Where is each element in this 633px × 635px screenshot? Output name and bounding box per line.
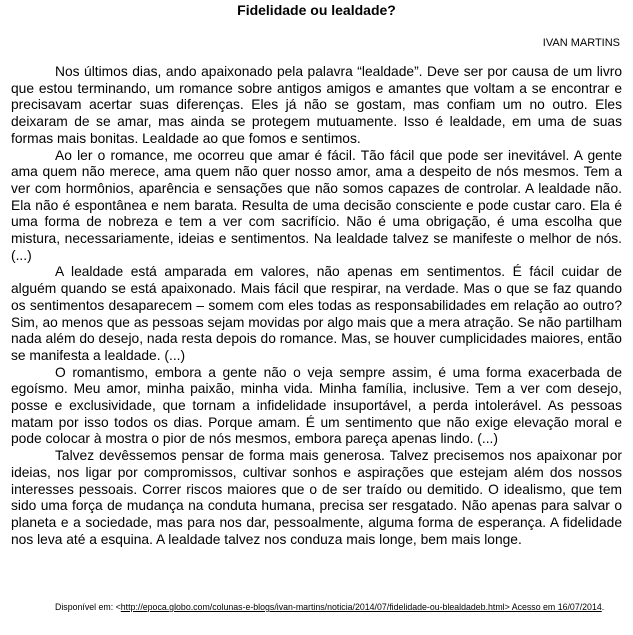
paragraph-5: Talvez devêssemos pensar de forma mais generosa. Talvez precisemos nos apaixonar por ideias, nos ligar por compromissos, cultivar sonhos e aspirações que estejam além dos nossos interesses pessoais. Correr riscos maiores que o de ser traído ou demitido. O idealismo, que tem sido uma força de mudança na conduta humana, precisa ser resgatado. Não apenas para salvar o planeta e a sociedade, mas para nos dar, pessoalmente, alguma forma de esperança. A fidelidade nos leva até a esquina. A lealdade talvez nos conduza mais longe, bem mais longe. bbox=[11, 448, 622, 547]
article-author: IVAN MARTINS bbox=[542, 37, 620, 49]
paragraph-4: O romantismo, embora a gente não o veja sempre assim, é uma forma exacerbada de egoísmo. Meu amor, minha paixão, minha vida. Minha família, inclusive. Tem a ver com desejo, posse e exclusividade, que tornam a infidelidade insuportável, a perda intolerável. As pessoas matam por isso todos os dias. Porque amam. É um sentimento que não exige elevação moral e pode colocar à mostra o pior de nós mesmos, embora pareça apenas lindo. (...) bbox=[11, 364, 622, 447]
source-access-date: > Acesso em 16/07/2014 bbox=[504, 602, 602, 612]
paragraph-3: A lealdade está amparada em valores, não apenas em sentimentos. É fácil cuidar de alguém quando se está apaixonado. Mais fácil que respirar, na verdade. Mas o que se faz quando os sentimentos desaparecem – somem com eles todas as responsabilidades em relação ao outro? Sim, ao menos que as pessoas sejam movidas por algo mais que a mera atração. Se não partilham nada além do desejo, nada resta depois do romance. Mas, se houver cumplicidades maiores, então se manifesta a lealdade. (...) bbox=[11, 264, 622, 363]
article-body bbox=[11, 64, 622, 548]
article-title: Fidelidade ou lealdade? bbox=[237, 2, 396, 18]
source-prefix: Disponível em: < bbox=[55, 602, 121, 612]
paragraph-2: Ao ler o romance, me ocorreu que amar é fácil. Tão fácil que pode ser inevitável. A gente ama quem não merece, ama quem não quer nosso amor, ama a despeito de nós mesmos. Tem a ver com hormônios, aparência e sensações que não somos capazes de controlar. A lealdade não. Ela não é espontânea e nem barata. Resulta de uma decisão consciente e pode custar caro. Ela é uma forma de nobreza e tem a ver com sacrifício. Não é uma obrigação, é uma escolha que mistura, necessariamente, ideias e sentimentos. Na lealdade talvez se manifeste o melhor de nós. (...) bbox=[11, 147, 622, 263]
source-end: . bbox=[601, 602, 605, 612]
paragraph-1: Nos últimos dias, ando apaixonado pela palavra “lealdade”. Deve ser por causa de um livro que estou terminando, um romance sobre antigos amigos e amantes que voltam a se encontrar e precisavam acertar suas diferenças. Eles já não se gostam, mas confiam um no outro. Eles deixaram de se amar, mas ainda se protegem mutuamente. Isso é lealdade, em uma de suas formas mais bonitas. Lealdade ao que fomos e sentimos. bbox=[11, 64, 622, 146]
source-link[interactable]: http://epoca.globo.com/colunas-e-blogs/ivan-martins/noticia/2014/07/fidelidade-ou-blealdadeb.html bbox=[120, 602, 505, 612]
source-citation bbox=[11, 601, 622, 613]
